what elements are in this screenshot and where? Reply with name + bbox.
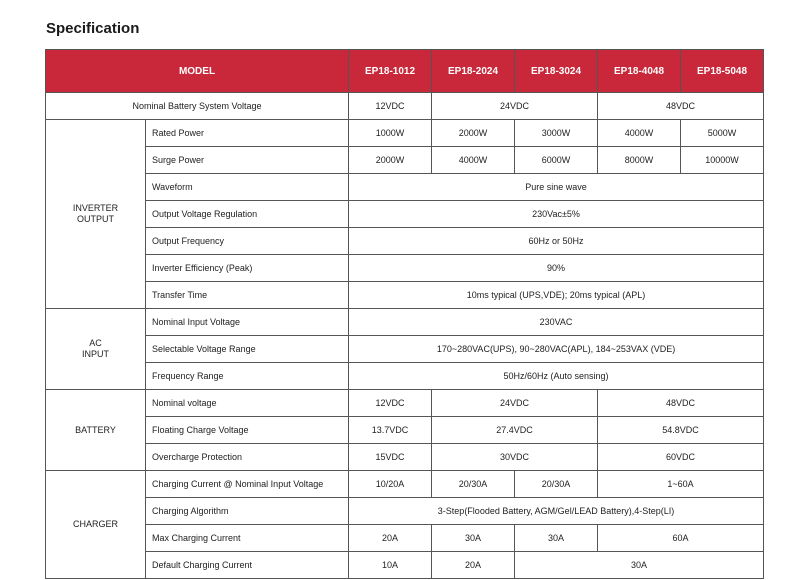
model-header-cell: EP18-2024 — [432, 50, 515, 93]
table-cell: 20/30A — [515, 471, 598, 498]
table-row — [46, 147, 764, 174]
table-row — [46, 309, 764, 336]
table-cell: 24VDC — [432, 93, 598, 120]
table-cell: 54.8VDC — [598, 417, 764, 444]
row-label: Default Charging Current — [146, 552, 349, 579]
row-label: Floating Charge Voltage — [146, 417, 349, 444]
model-header-cell: EP18-4048 — [598, 50, 681, 93]
model-header-cell: EP18-1012 — [349, 50, 432, 93]
table-cell: 48VDC — [598, 390, 764, 417]
table-cell: 20/30A — [432, 471, 515, 498]
row-label: Charging Current @ Nominal Input Voltage — [146, 471, 349, 498]
row-label: Frequency Range — [146, 363, 349, 390]
row-label: Max Charging Current — [146, 525, 349, 552]
row-label: Selectable Voltage Range — [146, 336, 349, 363]
table-cell: 12VDC — [349, 390, 432, 417]
row-label: Overcharge Protection — [146, 444, 349, 471]
table-row — [46, 363, 764, 390]
table-cell: 3000W — [515, 120, 598, 147]
table-cell: 15VDC — [349, 444, 432, 471]
table-cell: 20A — [432, 552, 515, 579]
row-label: Transfer Time — [146, 282, 349, 309]
table-row — [46, 390, 764, 417]
table-row — [46, 498, 764, 525]
table-row — [46, 201, 764, 228]
row-label: Output Voltage Regulation — [146, 201, 349, 228]
table-row — [46, 255, 764, 282]
table-cell: 30A — [432, 525, 515, 552]
table-cell: 5000W — [681, 120, 764, 147]
table-cell: 48VDC — [598, 93, 764, 120]
table-cell: 2000W — [432, 120, 515, 147]
table-row — [46, 174, 764, 201]
table-cell: 30VDC — [432, 444, 598, 471]
group-charger: CHARGER — [46, 471, 146, 579]
table-cell: 1~60A — [598, 471, 764, 498]
table-cell: Pure sine wave — [349, 174, 764, 201]
row-label: Waveform — [146, 174, 349, 201]
table-cell: 3-Step(Flooded Battery, AGM/Gel/LEAD Battery),4-Step(LI) — [349, 498, 764, 525]
row-label: Inverter Efficiency (Peak) — [146, 255, 349, 282]
table-cell: 10ms typical (UPS,VDE); 20ms typical (APL) — [349, 282, 764, 309]
table-row — [46, 93, 764, 120]
table-cell: 10A — [349, 552, 432, 579]
table-cell: 170~280VAC(UPS), 90~280VAC(APL), 184~253VAX (VDE) — [349, 336, 764, 363]
table-cell: 24VDC — [432, 390, 598, 417]
table-cell: 12VDC — [349, 93, 432, 120]
row-label: Surge Power — [146, 147, 349, 174]
row-label: Charging Algorithm — [146, 498, 349, 525]
table-cell: 10/20A — [349, 471, 432, 498]
group-label: OUTPUT — [77, 214, 114, 224]
table-cell: 13.7VDC — [349, 417, 432, 444]
table-cell: 60VDC — [598, 444, 764, 471]
table-cell: 30A — [515, 525, 598, 552]
table-cell: 10000W — [681, 147, 764, 174]
table-row — [46, 120, 764, 147]
table-row — [46, 336, 764, 363]
table-cell: 1000W — [349, 120, 432, 147]
table-row — [46, 525, 764, 552]
model-header: MODEL — [46, 50, 349, 93]
header-row — [46, 50, 764, 93]
page-title: Specification — [46, 20, 140, 37]
model-header-cell: EP18-3024 — [515, 50, 598, 93]
group-inverter-output — [46, 120, 146, 309]
model-header-cell: EP18-5048 — [681, 50, 764, 93]
group-battery: BATTERY — [46, 390, 146, 471]
table-row — [46, 282, 764, 309]
row-label: Nominal voltage — [146, 390, 349, 417]
group-ac-input — [46, 309, 146, 390]
table-cell: 8000W — [598, 147, 681, 174]
nominal-battery-label: Nominal Battery System Voltage — [46, 93, 349, 120]
spec-table — [45, 49, 764, 579]
table-cell: 20A — [349, 525, 432, 552]
row-label: Nominal Input Voltage — [146, 309, 349, 336]
table-cell: 6000W — [515, 147, 598, 174]
table-cell: 4000W — [598, 120, 681, 147]
table-row — [46, 228, 764, 255]
table-cell: 2000W — [349, 147, 432, 174]
table-cell: 230Vac±5% — [349, 201, 764, 228]
group-label: INPUT — [82, 349, 109, 359]
row-label: Output Frequency — [146, 228, 349, 255]
table-cell: 90% — [349, 255, 764, 282]
group-label: INVERTER — [72, 203, 119, 213]
row-label: Rated Power — [146, 120, 349, 147]
table-cell: 230VAC — [349, 309, 764, 336]
table-cell: 60Hz or 50Hz — [349, 228, 764, 255]
group-label: AC — [89, 338, 102, 348]
table-row — [46, 417, 764, 444]
table-row — [46, 471, 764, 498]
table-cell: 27.4VDC — [432, 417, 598, 444]
table-row — [46, 444, 764, 471]
table-cell: 50Hz/60Hz (Auto sensing) — [349, 363, 764, 390]
table-cell: 4000W — [432, 147, 515, 174]
table-row — [46, 552, 764, 579]
table-cell: 30A — [515, 552, 764, 579]
table-cell: 60A — [598, 525, 764, 552]
